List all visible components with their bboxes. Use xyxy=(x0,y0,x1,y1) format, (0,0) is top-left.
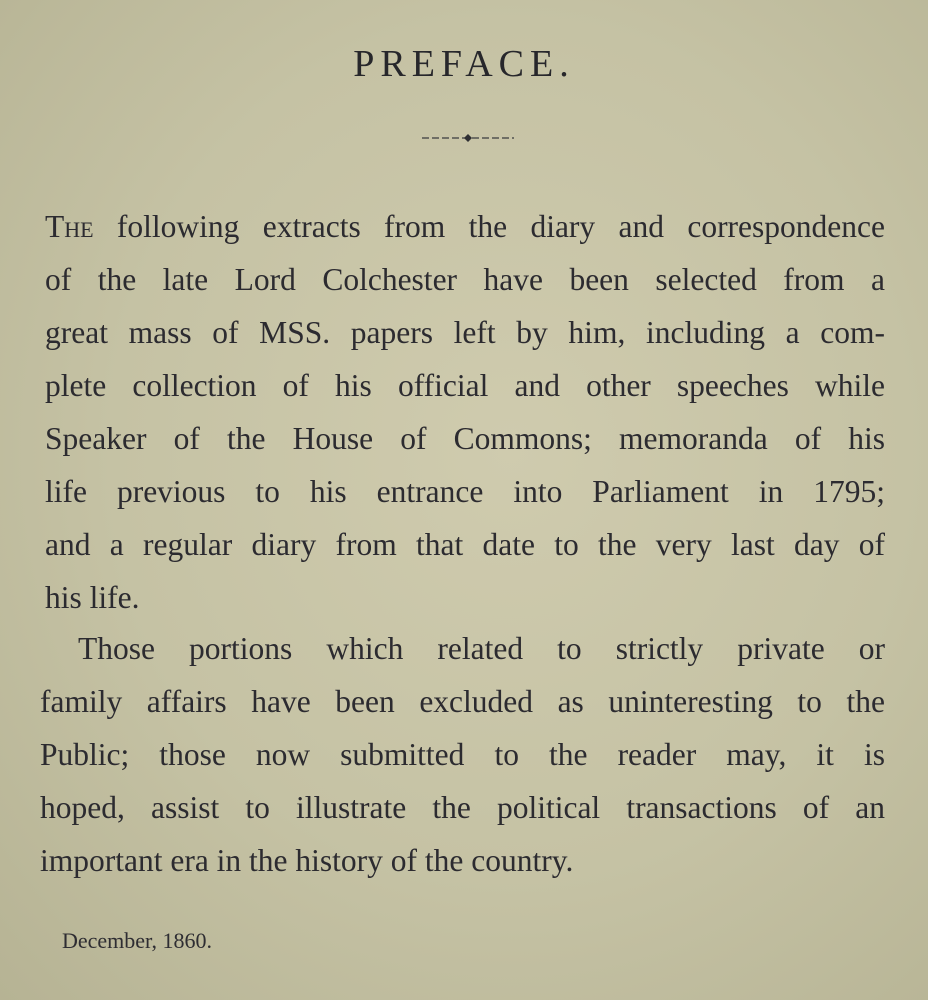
page-title: PREFACE. xyxy=(353,43,575,85)
paragraph-line: important era in the history of the country. xyxy=(40,843,574,878)
paragraph-line: plete collection of his official and other speeches while xyxy=(45,368,885,403)
preface-paragraph-1 xyxy=(45,200,885,624)
paragraph-line: Those portions which related to strictly private or xyxy=(78,631,885,666)
paragraph-line: great mass of MSS. papers left by him, including a com- xyxy=(45,315,885,350)
paragraph-line: and a regular diary from that date to the very last day of xyxy=(45,527,885,562)
paragraph-line: The following extracts from the diary and correspondence xyxy=(45,209,885,244)
title-ornament xyxy=(420,128,516,148)
paragraph-line: of the late Lord Colchester have been selected from a xyxy=(45,262,885,297)
paragraph-line: his life. xyxy=(45,580,140,615)
paragraph-line: Speaker of the House of Commons; memoranda of his xyxy=(45,421,885,456)
preface-date: December, 1860. xyxy=(62,928,213,953)
paragraph-line: life previous to his entrance into Parliament in 1795; xyxy=(45,474,885,509)
paragraph-line: Public; those now submitted to the reader may, it is xyxy=(40,737,885,772)
paragraph-line: family affairs have been excluded as uninteresting to the xyxy=(40,684,885,719)
preface-paragraph-2 xyxy=(40,622,885,887)
paragraph-first-word: The xyxy=(45,209,94,244)
paragraph-line: hoped, assist to illustrate the political transactions of an xyxy=(40,790,885,825)
